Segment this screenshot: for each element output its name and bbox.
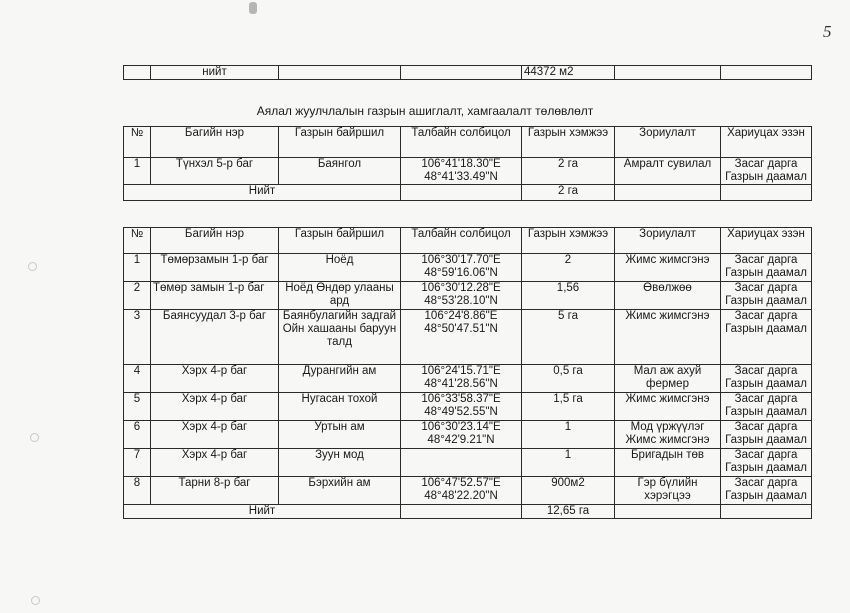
total-size: 12,65 га [522,505,615,519]
table-row: 2 Төмөр замын 1-р баг Ноёд Өндөр улааны ард 106°30'12.28"E 48°53'28.10"N 1,56 Өвөлжөө Засаг дарга Газрын даамал [124,282,812,310]
total-label: Нийт [124,185,401,201]
header-cell: Газрын хэмжээ [522,127,615,158]
table-row: 6 Хэрх 4-р баг Уртын ам 106°30'23.14"E 48°42'9.21"N 1 Мод үржүүлэг Жимс жимсгэнэ Засаг дарга Газрын даамал [124,421,812,449]
tourism-land-table [123,126,812,201]
table-row: 7 Хэрх 4-р баг Зуун мод 1 Бригадын төв Засаг дарга Газрын даамал [124,449,812,477]
header-cell: Хариуцах эзэн [721,127,812,158]
header-cell: Талбайн солбицол [401,127,522,158]
header-cell: Газрын байршил [279,228,401,254]
total-label: Нийт [124,505,401,519]
land-use-table [123,227,812,519]
total-size: 2 га [522,185,615,201]
table-row: 1 Төмөрзамын 1-р баг Ноёд 106°30'17.70"E 48°59'16.06"N 2 Жимс жимсгэнэ Засаг дарга Газрын даамал [124,254,812,282]
table-row: 1 Түнхэл 5-р баг Баянгол 106°41'18.30"E 48°41'33.49"N 2 га Амралт сувилал Засаг дарга Газрын даамал [124,158,812,185]
summary-table-fragment [123,65,812,80]
punch-hole [31,596,40,605]
header-cell: № [124,228,151,254]
header-cell: Талбайн солбицол [401,228,522,254]
table-row: 5 Хэрх 4-р баг Нугасан тохой 106°33'58.37"E 48°49'52.55"N 1,5 га Жимс жимсгэнэ Засаг дарга Газрын даамал [124,393,812,421]
total-area: 44372 м2 [522,66,615,80]
header-cell: Зориулалт [615,127,721,158]
table-row: 4 Хэрх 4-р баг Дурангийн ам 106°24'15.71"E 48°41'28.56"N 0,5 га Мал аж ахуй фермер Засаг дарга Газрын даамал [124,365,812,393]
header-cell: Багийн нэр [151,127,279,158]
total-label: нийт [151,66,279,80]
table-total-row [124,185,812,201]
header-cell: № [124,127,151,158]
header-cell: Газрын байршил [279,127,401,158]
table-total-row [124,505,812,519]
table-row [124,66,812,80]
header-cell: Хариуцах эзэн [721,228,812,254]
table-row: 8 Тарни 8-р баг Бэрхийн ам 106°47'52.57"E 48°48'22.20"N 900м2 Гэр бүлийн хэрэгцээ Засаг дарга Газрын даамал [124,477,812,505]
punch-hole [28,262,37,271]
page-number: 5 [823,22,832,41]
header-cell: Зориулалт [615,228,721,254]
table-row: 3 Баянсуудал 3-р баг Баянбулагийн задгай Ойн хашааны баруун талд 106°24'8.86"E 48°50'47.51"N 5 га Жимс жимсгэнэ Засаг дарга Газрын даамал [124,310,812,365]
header-cell: Багийн нэр [151,228,279,254]
section-title: Аялал жуулчлалын газрын ашиглалт, хамгаалалт төлөвлөлт [256,104,594,118]
punch-hole [30,433,39,442]
table-header-row [124,228,812,254]
table-header-row [124,127,812,158]
staple-mark [249,2,257,14]
header-cell: Газрын хэмжээ [522,228,615,254]
